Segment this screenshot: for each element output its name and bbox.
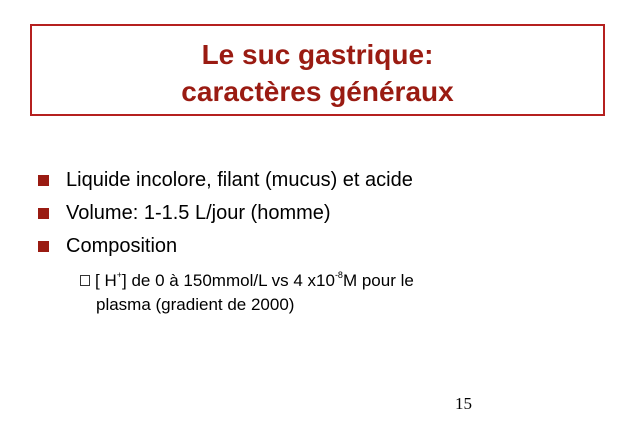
bracket-open: [ H [95,271,117,290]
h-superscript: + [116,270,122,280]
exponent: -8 [334,270,343,280]
bullet-text: Volume: 1-1.5 L/jour (homme) [66,201,331,224]
bullet-item-volume [38,199,331,227]
sub-bullet-line-2: plasma (gradient de 2000) [96,295,295,314]
title-line-2: caractères généraux [181,76,454,107]
title-line-1: Le suc gastrique: [201,39,434,70]
bullet-text: Liquide incolore, filant (mucus) et acide [66,168,413,191]
concentration-text: ] de 0 à 150mmol/L vs 4 x10 [122,271,335,290]
sub-bullet-line-1 [80,269,560,293]
bullet-item-composition [38,232,177,260]
bullet-text: Composition [66,234,178,257]
page-number: 15 [455,394,472,413]
square-bullet-icon [38,241,49,252]
unit-text: M pour le [342,271,414,290]
hollow-square-bullet-icon [80,275,90,286]
square-bullet-icon [38,175,49,186]
square-bullet-icon [38,208,49,219]
sub-bullet-hydrogen [80,269,560,317]
bullet-item-liquide [38,166,413,194]
title-box [30,24,605,116]
